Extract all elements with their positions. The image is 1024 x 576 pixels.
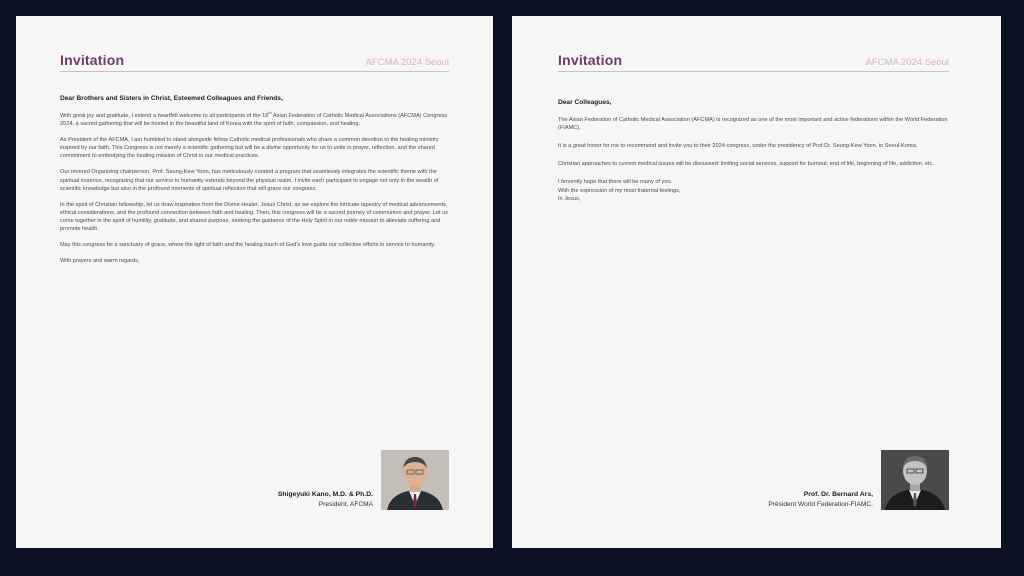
closing-lines: I fervently hope that there will be many of you. With the expression of my most fraternal feelings, In Jesus, (558, 179, 681, 202)
paragraph-2: It is a great honor for me to recommend and invite you to their 2024 congress, under the presidency of Prof.Dr. Seung-Kew Yoon, in Seoul-Korea. (558, 143, 918, 150)
paragraph-1 (60, 110, 449, 128)
signature-block (768, 450, 949, 510)
event-tag: AFCMA 2024 Seoul (865, 57, 949, 68)
signature-block (278, 450, 449, 510)
paragraph-3: Christian approaches to current medical issues will be discussed: limiting social services, support for burnout, end of life, beginning of life, addiction, etc. (558, 161, 934, 168)
signatory-title: Président World Federation-FIAMC. (768, 501, 873, 508)
signature-text (768, 491, 873, 508)
page-header (60, 52, 449, 68)
signatory-title: President, AFCMA (318, 501, 373, 508)
invitation-page-afcma (16, 16, 493, 548)
closing-line: With prayers and warm regards, (60, 258, 140, 265)
page-title: Invitation (558, 52, 623, 68)
ordinal-suffix: th (268, 110, 272, 115)
header-divider (558, 71, 949, 72)
paragraph-3: Our revered Organizing chairperson, Prof. Seung-Kew Yoon, has meticulously curated a program that seamlessly integrates the scientific theme with the spiritual essence, recognizing that our service to humanity extends beyond the physical realm. I invite each participant to engage not only in the wealth of scientific knowledge but also in the profound moments of spiritual reflection that will grace our congress. (60, 169, 439, 192)
paragraph-4: In the spirit of Christian fellowship, let us draw inspiration from the Divine Healer, Jesus Christ, as we explore the intricate tapestry of medical advancements, ethical considerations, and the profound connection between faith and healing. Then, this congress will be a sacred journey of communion and prayer. Let us come together in the spirit of humility, gratitude, and shared purpose, seeking the guidance of the Holy Spirit in our noble mission to alleviate suffering and promote health. (60, 201, 448, 233)
paragraph-5: May this congress be a sanctuary of grace, where the light of faith and the healing touch of God's love guide our collective efforts in service to humanity. (60, 242, 436, 249)
signatory-name: Prof. Dr. Bernard Ars, (803, 491, 873, 498)
salutation: Dear Colleagues, (558, 99, 612, 106)
paragraph-2: As President of the AFCMA, I am humbled to stand alongside fellow Catholic medical professionals who share a common devotion to the healing ministry inspired by our faith. This Congress is not merely a scientific gathering but will be a divine opportunity for us to unite in prayer, reflection, and the shared commitment to embodying the healing mission of Christ in our medical practices. (60, 137, 439, 160)
paragraph-1: The Asian Federation of Catholic Medical Association (AFCMA) is recognized as one of the most important and active federations within the World Federation (FIAMC). (558, 117, 948, 132)
signatory-name: Shigeyuki Kano, M.D. & Ph.D. (277, 491, 373, 498)
header-divider (60, 71, 449, 72)
paragraph-1-end: Asian Federation of Catholic Medical Associations (AFCMA) Congress 2024, a sacred gathering that will be hosted in the beautiful land of Korea with the spirit of faith, compassion, and healing. (60, 112, 448, 127)
portrait-photo (381, 450, 449, 510)
portrait-photo (881, 450, 949, 510)
salutation: Dear Brothers and Sisters in Christ, Esteemed Colleagues and Friends, (60, 95, 283, 102)
paragraph-1-start: With great joy and gratitude, I extend a heartfelt welcome to all participants of the 18 (60, 112, 269, 119)
signature-text (278, 491, 373, 508)
event-tag: AFCMA 2024 Seoul (365, 57, 449, 68)
page-title: Invitation (60, 52, 125, 68)
invitation-page-fiamc (512, 16, 1001, 548)
page-header (558, 52, 949, 68)
